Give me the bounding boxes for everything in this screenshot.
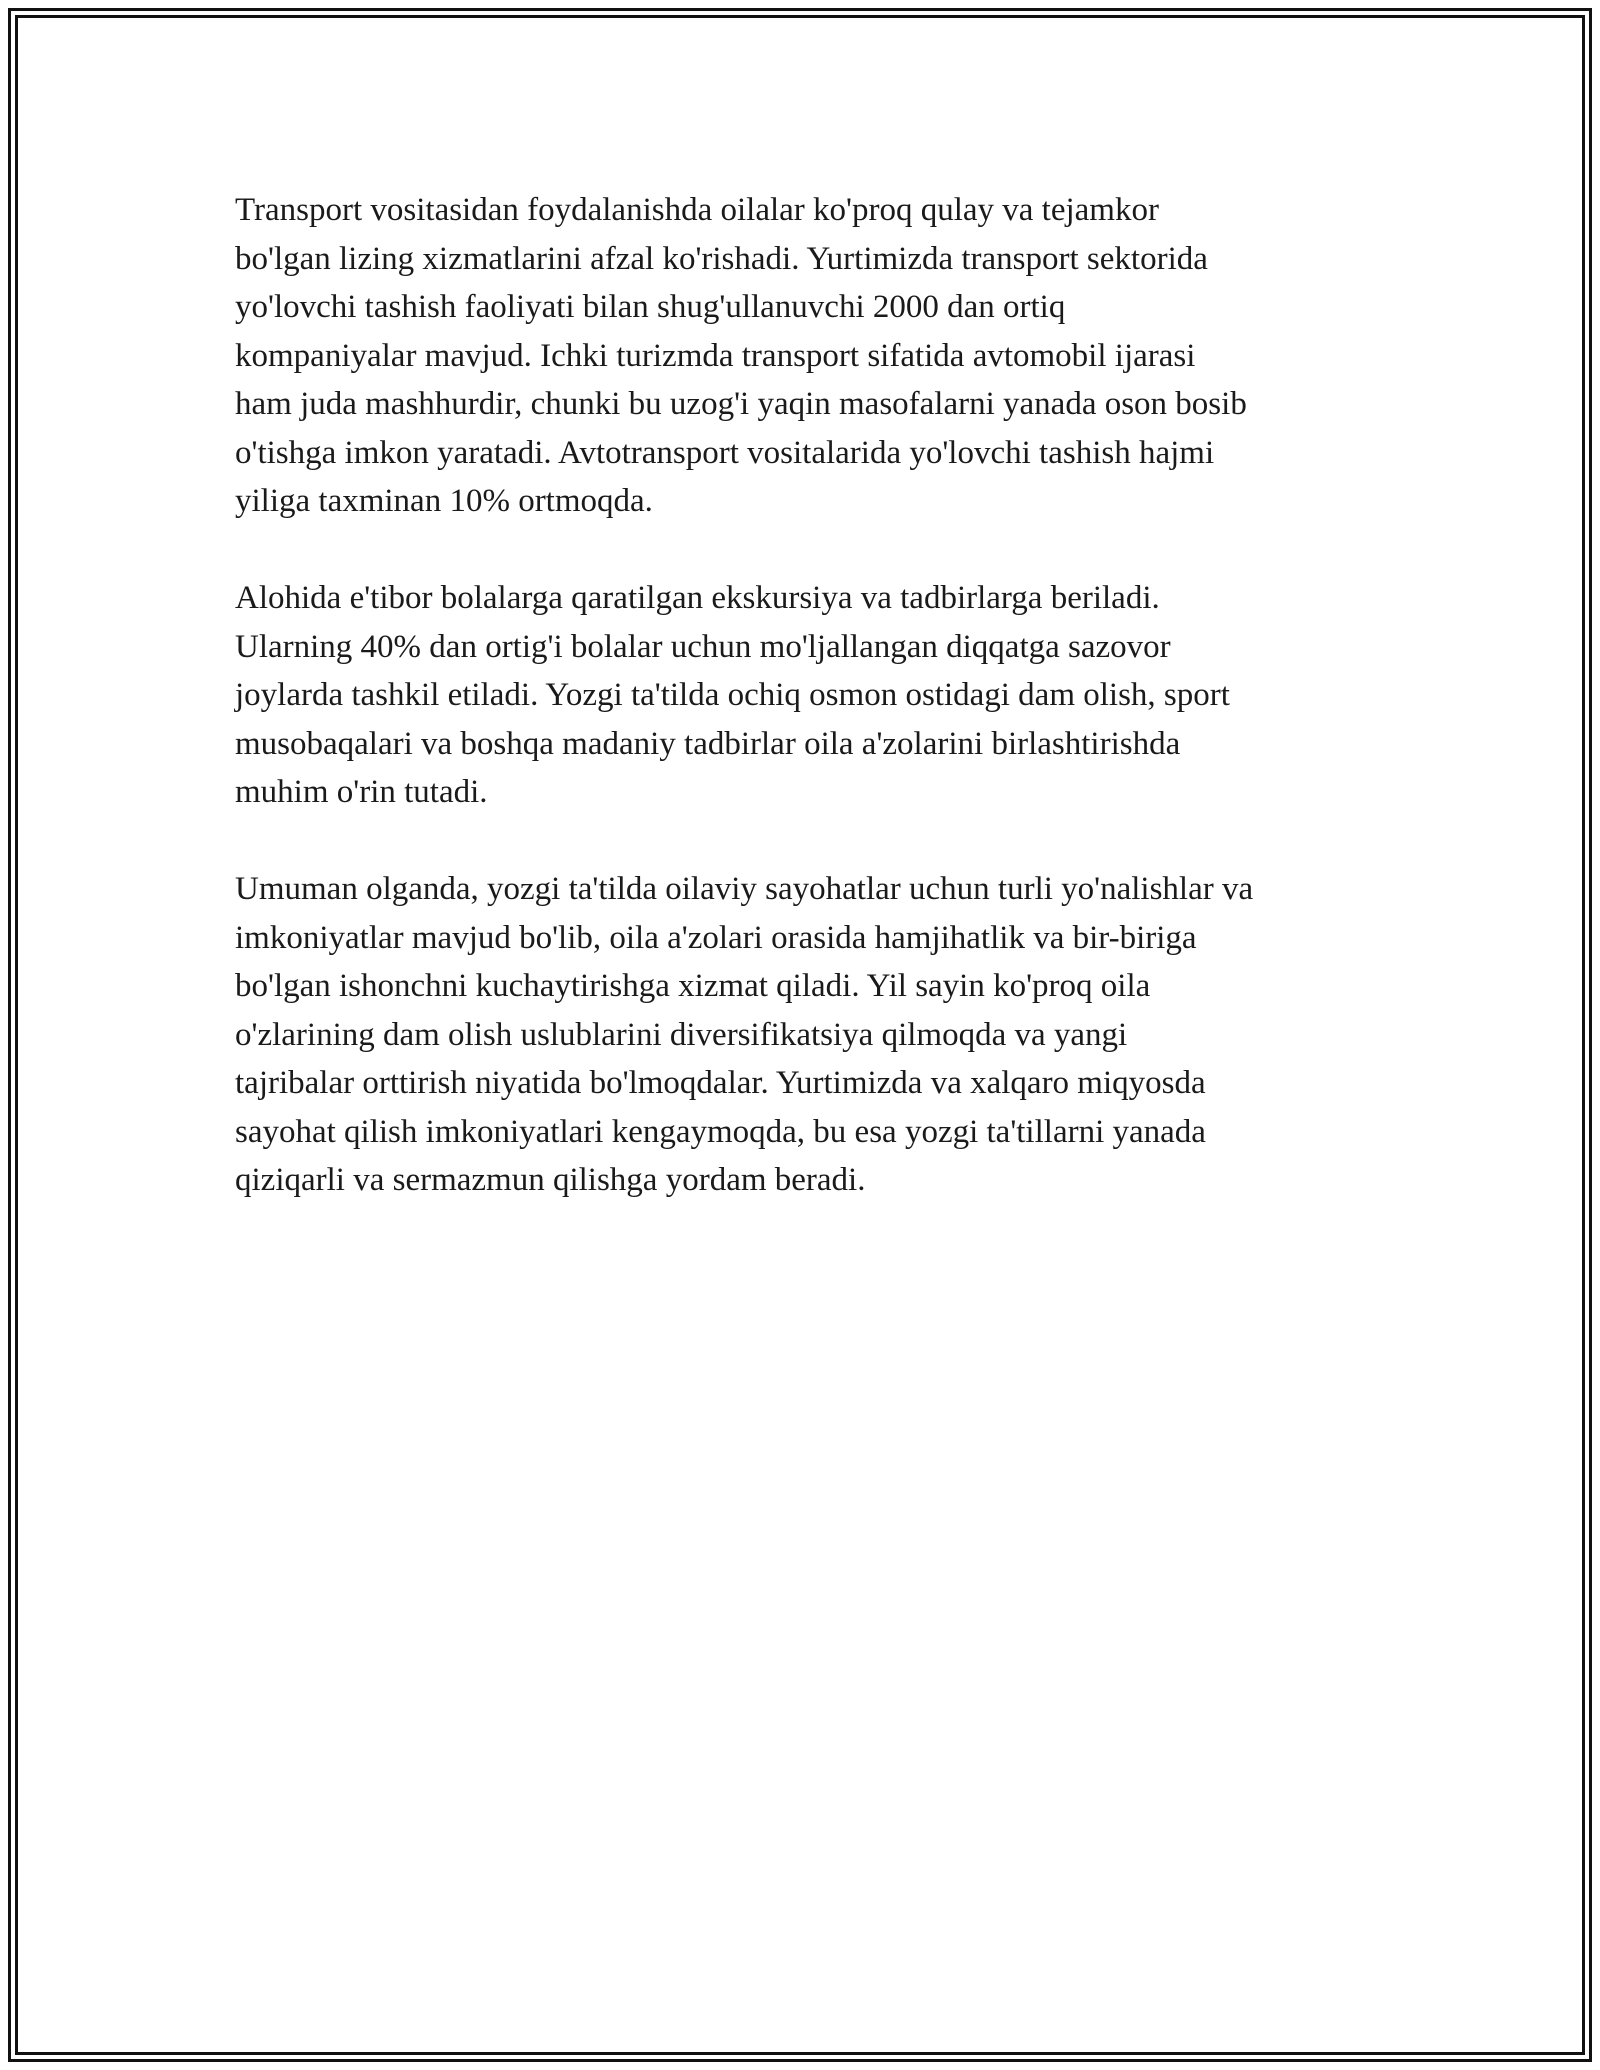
text-line: Ularning 40% dan ortig'i bolalar uchun mo'ljallangan diqqatga sazovor [235,628,1171,665]
text-line: tajribalar orttirish niyatida bo'lmoqdalar. Yurtimizda va xalqaro miqyosda [235,1065,1206,1101]
text-line: joylarda tashkil etiladi. Yozgi ta'tilda ochiq osmon ostidagi dam olish, sport [235,677,1230,713]
paragraph-transport [235,186,1395,526]
text-line: o'zlarining dam olish uslublarini diversifikatsiya qilmoqda va yangi [235,1016,1128,1053]
text-line: ham juda mashhurdir, chunki bu uzog'i yaqin masofalarni yanada oson bosib [235,386,1247,422]
text-line: kompaniyalar mavjud. Ichki turizmda transport sifatida avtomobil ijarasi [235,337,1196,374]
text-line: qiziqarli va sermazmun qilishga yordam beradi. [235,1162,866,1198]
text-line: bo'lgan lizing xizmatlarini afzal ko'rishadi. Yurtimizda transport sektorida [235,240,1208,277]
text-line: muhim o'rin tutadi. [235,774,488,810]
text-line: imkoniyatlar mavjud bo'lib, oila a'zolari orasida hamjihatlik va bir-biriga [235,919,1197,956]
paragraph-conclusion [235,865,1395,1205]
text-line: o'tishga imkon yaratadi. Avtotransport vositalarida yo'lovchi tashish hajmi [235,434,1215,471]
paragraph-children-events [235,574,1395,817]
text-line: bo'lgan ishonchni kuchaytirishga xizmat qiladi. Yil sayin ko'proq oila [235,968,1151,1004]
text-line: yiliga taxminan 10% ortmoqda. [235,483,653,519]
text-line: Umuman olganda, yozgi ta'tilda oilaviy sayohatlar uchun turli yo'nalishlar va [235,871,1254,907]
text-line: Transport vositasidan foydalanishda oilalar ko'proq qulay va tejamkor [235,192,1159,228]
text-line: musobaqalari va boshqa madaniy tadbirlar oila a'zolarini birlashtirishda [235,725,1181,762]
document-body [235,186,1395,1253]
text-line: yo'lovchi tashish faoliyati bilan shug'ullanuvchi 2000 dan ortiq [235,289,1066,325]
text-line: Alohida e'tibor bolalarga qaratilgan ekskursiya va tadbirlarga beriladi. [235,580,1160,616]
text-line: sayohat qilish imkoniyatlari kengaymoqda, bu esa yozgi ta'tillarni yanada [235,1113,1206,1150]
